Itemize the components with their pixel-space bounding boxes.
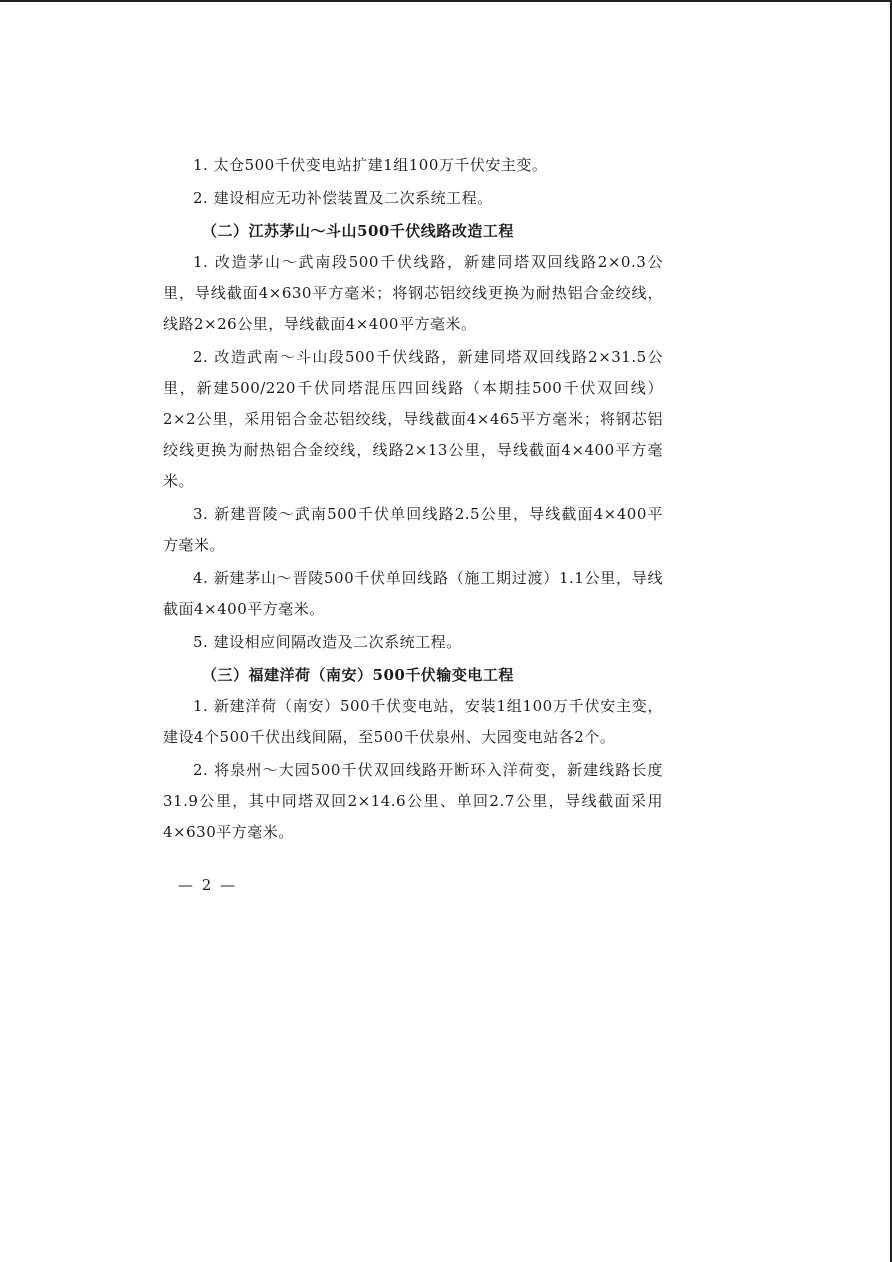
paragraph: 1. 太仓500千伏变电站扩建1组100万千伏安主变。 — [193, 156, 548, 174]
paragraph: 2. 建设相应无功补偿装置及二次系统工程。 — [193, 189, 493, 207]
scan-border-top — [0, 0, 892, 2]
document-body — [163, 150, 663, 848]
paragraph: 2. 将泉州～大园500千伏双回线路开断环入洋荷变，新建线路长度31.9公里，其中同塔双回2×14.6公里、单回2.7公里，导线截面采用4×630平方毫米。 — [163, 761, 663, 841]
section-heading: （二）江苏茅山～斗山500千伏线路改造工程 — [202, 222, 514, 240]
paragraph: 4. 新建茅山～晋陵500千伏单回线路（施工期过渡）1.1公里，导线截面4×400平方毫米。 — [163, 569, 663, 618]
paragraph: 5. 建设相应间隔改造及二次系统工程。 — [193, 633, 462, 651]
paragraph: 1. 新建洋荷（南安）500千伏变电站，安装1组100万千伏安主变，建设4个500千伏出线间隔，至500千伏泉州、大园变电站各2个。 — [163, 697, 663, 746]
page-number: — 2 — — [178, 876, 238, 894]
paragraph: 1. 改造茅山～武南段500千伏线路，新建同塔双回线路2×0.3公里，导线截面4×630平方毫米；将钢芯铝绞线更换为耐热铝合金绞线，线路2×26公里，导线截面4×400平方毫米。 — [163, 253, 663, 333]
paragraph: 3. 新建晋陵～武南500千伏单回线路2.5公里，导线截面4×400平方毫米。 — [163, 505, 663, 554]
paragraph: 2. 改造武南～斗山段500千伏线路，新建同塔双回线路2×31.5公里，新建500/220千伏同塔混压四回线路（本期挂500千伏双回线）2×2公里，采用铝合金芯铝绞线，导线截面4×465平方毫米；将钢芯铝绞线更换为耐热铝合金绞线，线路2×13公里，导线截面4×400平方毫米。 — [163, 348, 663, 490]
section-heading: （三）福建洋荷（南安）500千伏输变电工程 — [202, 666, 514, 684]
